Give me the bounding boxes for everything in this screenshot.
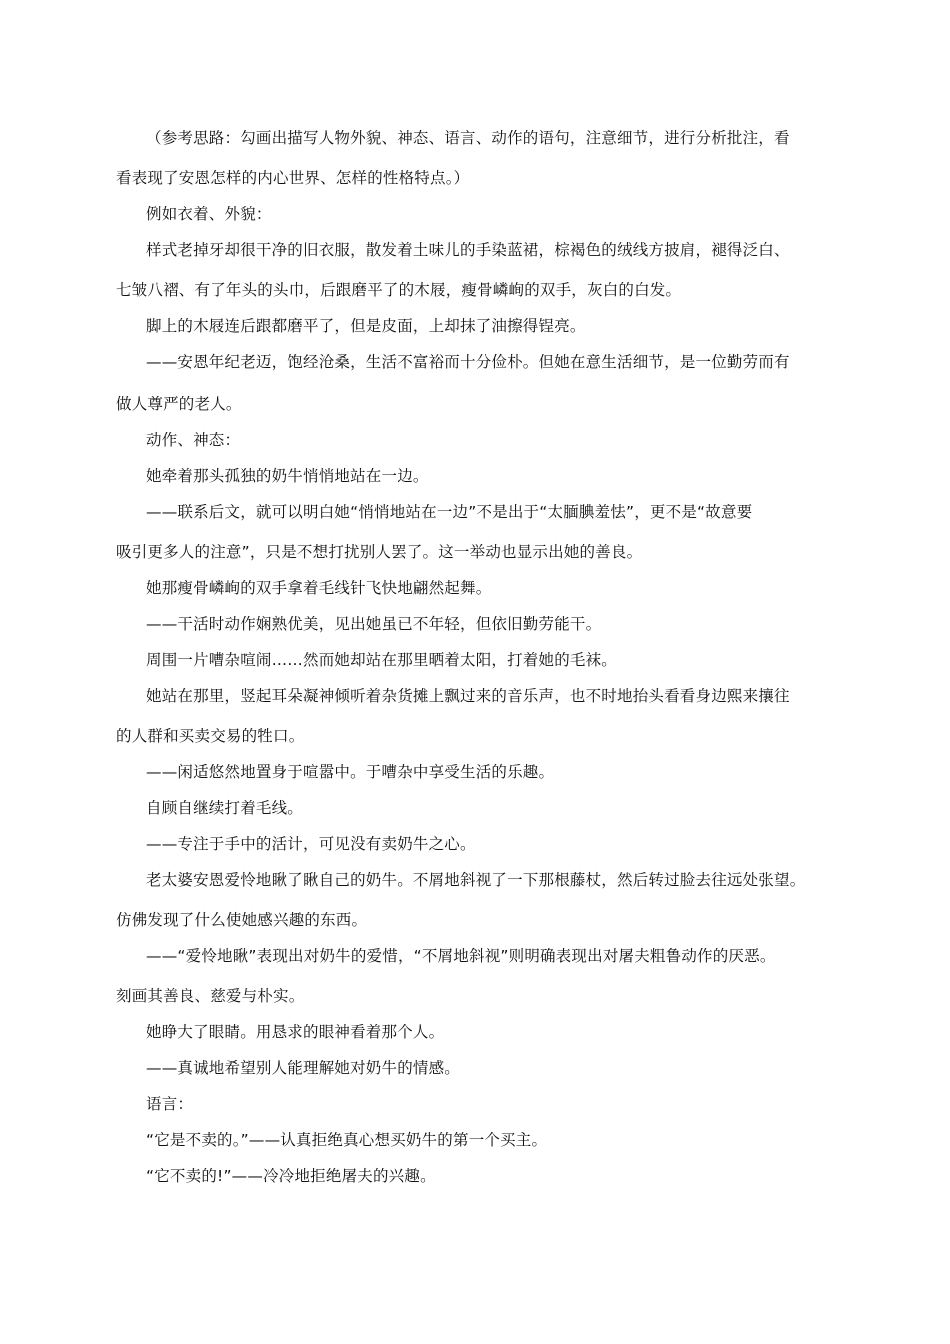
text-line: 周围一片嘈杂喧闹……然而她却站在那里晒着太阳，打着她的毛袜。: [146, 651, 618, 669]
text-line: ——干活时动作娴熟优美，见出她虽已不年轻，但依旧勤劳能干。: [146, 615, 602, 633]
text-line: ——“爱怜地瞅”表现出对奶牛的爱惜，“不屑地斜视”则明确表现出对屠夫粗鲁动作的厌恶。: [146, 947, 776, 965]
text-line: ——真诚地希望别人能理解她对奶牛的情感。: [146, 1059, 461, 1077]
text-line: 七皱八褶、有了年头的头巾，后跟磨平了的木屐，瘦骨嶙峋的双手，灰白的白发。: [116, 281, 682, 299]
text-line: 她牵着那头孤独的奶牛悄悄地站在一边。: [146, 467, 429, 485]
text-line: 的人群和买卖交易的牲口。: [116, 727, 305, 745]
text-line: ——安恩年纪老迈，饱经沧桑，生活不富裕而十分俭朴。但她在意生活细节，是一位勤劳而有: [146, 353, 790, 371]
text-line: 做人尊严的老人。: [116, 395, 242, 413]
section-heading: 语言：: [146, 1095, 194, 1113]
text-line: 刻画其善良、慈爱与朴实。: [116, 987, 305, 1005]
text-line: 老太婆安恩爱怜地瞅了瞅自己的奶牛。不屑地斜视了一下那根藤杖，然后转过脸去往远处张望。: [146, 871, 806, 889]
text-line: “它是不卖的。”——认真拒绝真心想买奶牛的第一个买主。: [146, 1131, 548, 1149]
text-line: （参考思路：勾画出描写人物外貌、神态、语言、动作的语句，注意细节，进行分析批注，看: [146, 129, 790, 147]
text-line: 她站在那里，竖起耳朵凝神倾听着杂货摊上飘过来的音乐声，也不时地抬头看看身边熙来攘往: [146, 687, 790, 705]
text-line: ——联系后文，就可以明白她“悄悄地站在一边”不是出于“太腼腆羞怯”，更不是“故意要: [146, 503, 753, 521]
text-line: 脚上的木屐连后跟都磨平了，但是皮面，上却抹了油擦得锃亮。: [146, 317, 586, 335]
text-line: 看表现了安恩怎样的内心世界、怎样的性格特点。）: [116, 169, 470, 187]
text-line: ——专注于手中的活计，可见没有卖奶牛之心。: [146, 835, 476, 853]
text-line: 样式老掉牙却很干净的旧衣服，散发着土味儿的手染蓝裙，棕褐色的绒线方披肩，褪得泛白、: [146, 241, 790, 259]
text-line: “它不卖的!”——冷冷地拒绝屠夫的兴趣。: [146, 1167, 436, 1185]
text-line: 她那瘦骨嶙峋的双手拿着毛线针飞快地翩然起舞。: [146, 579, 492, 597]
text-line: ——闲适悠然地置身于喧嚣中。于嘈杂中享受生活的乐趣。: [146, 763, 555, 781]
text-line: 自顾自继续打着毛线。: [146, 799, 304, 817]
section-heading: 动作、神态：: [146, 431, 241, 449]
text-line: 仿佛发现了什么使她感兴趣的东西。: [116, 911, 368, 929]
text-line: 吸引更多人的注意”，只是不想打扰别人罢了。这一举动也显示出她的善良。: [116, 543, 643, 561]
section-heading: 例如衣着、外貌：: [146, 205, 272, 223]
text-line: 她睁大了眼睛。用恳求的眼神看着那个人。: [146, 1023, 445, 1041]
